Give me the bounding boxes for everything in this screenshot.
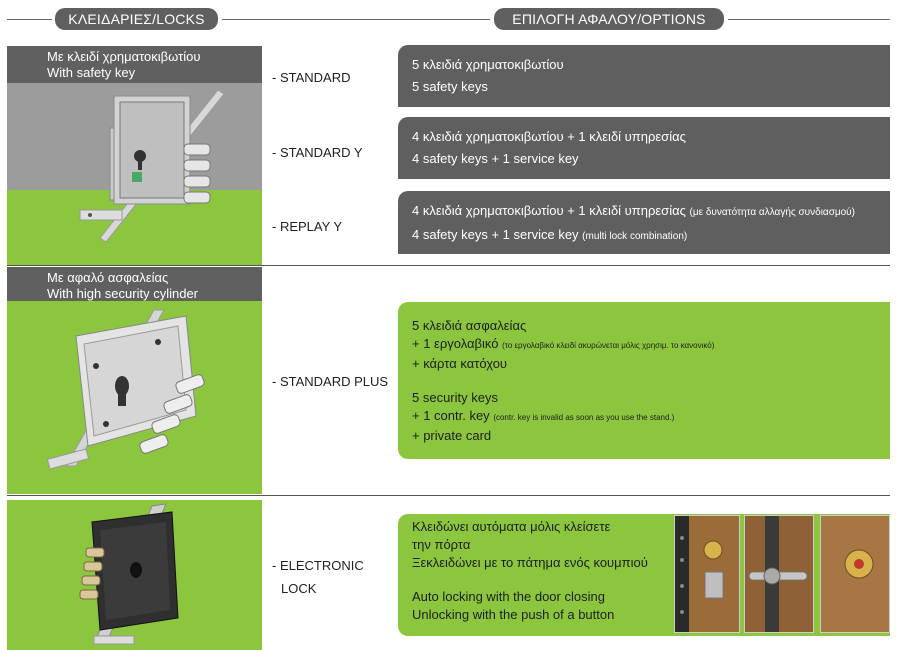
- option-label-standard: - STANDARD: [272, 70, 351, 85]
- option-box-electronic: [398, 514, 890, 636]
- standard-plus-en-3: + private card: [412, 428, 492, 443]
- standard-plus-gr-3: + κάρτα κατόχου: [412, 356, 508, 371]
- cylinder-caption: [7, 267, 262, 301]
- standard-plus-spacer: [412, 373, 890, 389]
- standard-plus-gr-2-line: [412, 335, 890, 355]
- header-rule-left-b: [222, 19, 490, 20]
- option-box-standard-y: [398, 117, 890, 179]
- safety-key-caption-gr: Με κλειδί χρηματοκιβωτίου: [47, 49, 201, 64]
- electronic-spacer: [412, 572, 890, 588]
- header-rule-right: [728, 19, 890, 20]
- door-photo-button: [820, 515, 890, 633]
- section-divider-2: [7, 495, 890, 496]
- option-box-standard: [398, 45, 890, 107]
- electronic-en-1: Auto locking with the door closing: [412, 589, 605, 604]
- option-box-replay-y: [398, 191, 890, 254]
- standard-plus-en-2-note: (contr. key is invalid as soon as you use the stand.): [493, 413, 675, 422]
- safety-key-caption: [7, 46, 262, 83]
- standard-y-desc-gr: 4 κλειδιά χρηματοκιβωτίου + 1 κλειδί υπηρεσίας: [412, 129, 686, 144]
- standard-plus-gr-1: 5 κλειδιά ασφαλείας: [412, 318, 527, 333]
- electronic-gr-3: Ξεκλειδώνει με το πάτημα ενός κουμπιού: [412, 555, 648, 570]
- replay-y-desc-gr: 4 κλειδιά χρηματοκιβωτίου + 1 κλειδί υπηρεσίας: [412, 203, 686, 218]
- replay-y-desc-gr-note: (με δυνατότητα αλλαγής συνδιασμού): [689, 207, 855, 218]
- safety-key-caption-en: With safety key: [47, 65, 136, 80]
- option-label-standard-plus: - STANDARD PLUS: [272, 374, 389, 389]
- options-header-pill: ΕΠΙΛΟΓΗ ΑΦΑΛΟΥ/OPTIONS: [494, 8, 724, 30]
- standard-desc-gr: 5 κλειδιά χρηματοκιβωτίου: [412, 57, 564, 72]
- option-label-standard-y: - STANDARD Y: [272, 145, 363, 160]
- cylinder-caption-gr: Με αφαλό ασφαλείας: [47, 270, 169, 285]
- electronic-lock-image: [66, 500, 206, 648]
- header-rule-left-a: [7, 19, 52, 20]
- replay-y-desc-gr-line: [412, 200, 890, 224]
- standard-plus-en-2: + 1 contr. key: [412, 408, 490, 423]
- safety-key-lock-image: [60, 88, 230, 260]
- option-box-standard-plus: [398, 302, 890, 459]
- option-label-replay-y: - REPLAY Y: [272, 219, 343, 234]
- standard-y-desc-en: 4 safety keys + 1 service key: [412, 151, 579, 166]
- standard-plus-gr-2: + 1 εργολαβικό: [412, 336, 499, 351]
- door-photo-handle: [744, 515, 814, 633]
- standard-plus-en-1: 5 security keys: [412, 390, 498, 405]
- locks-header-pill: ΚΛΕΙΔΑΡΙΕΣ/LOCKS: [55, 8, 218, 30]
- replay-y-desc-en: 4 safety keys + 1 service key: [412, 227, 579, 242]
- replay-y-desc-en-note: (multi lock combination): [582, 231, 688, 242]
- option-label-electronic: - ELECTRONIC: [272, 558, 364, 573]
- electronic-gr-2: την πόρτα: [412, 537, 471, 552]
- standard-plus-en-2-line: [412, 407, 890, 427]
- section-divider-1: [7, 265, 890, 266]
- cylinder-caption-en: With high security cylinder: [47, 286, 198, 301]
- standard-plus-gr-2-note: (το εργολαβικό κλειδί ακυρώνεται μόλις χρησιμ. το κανονικό): [502, 341, 715, 350]
- electronic-gr-1: Κλειδώνει αυτόματα μόλις κλείσετε: [412, 519, 611, 534]
- replay-y-desc-en-line: [412, 224, 890, 248]
- cylinder-lock-image: [36, 306, 226, 476]
- electronic-en-2: Unlocking with the push of a button: [412, 607, 615, 622]
- option-label-lock: LOCK: [281, 581, 317, 596]
- standard-desc-en: 5 safety keys: [412, 79, 488, 94]
- door-photo-lock-edge: [674, 515, 740, 633]
